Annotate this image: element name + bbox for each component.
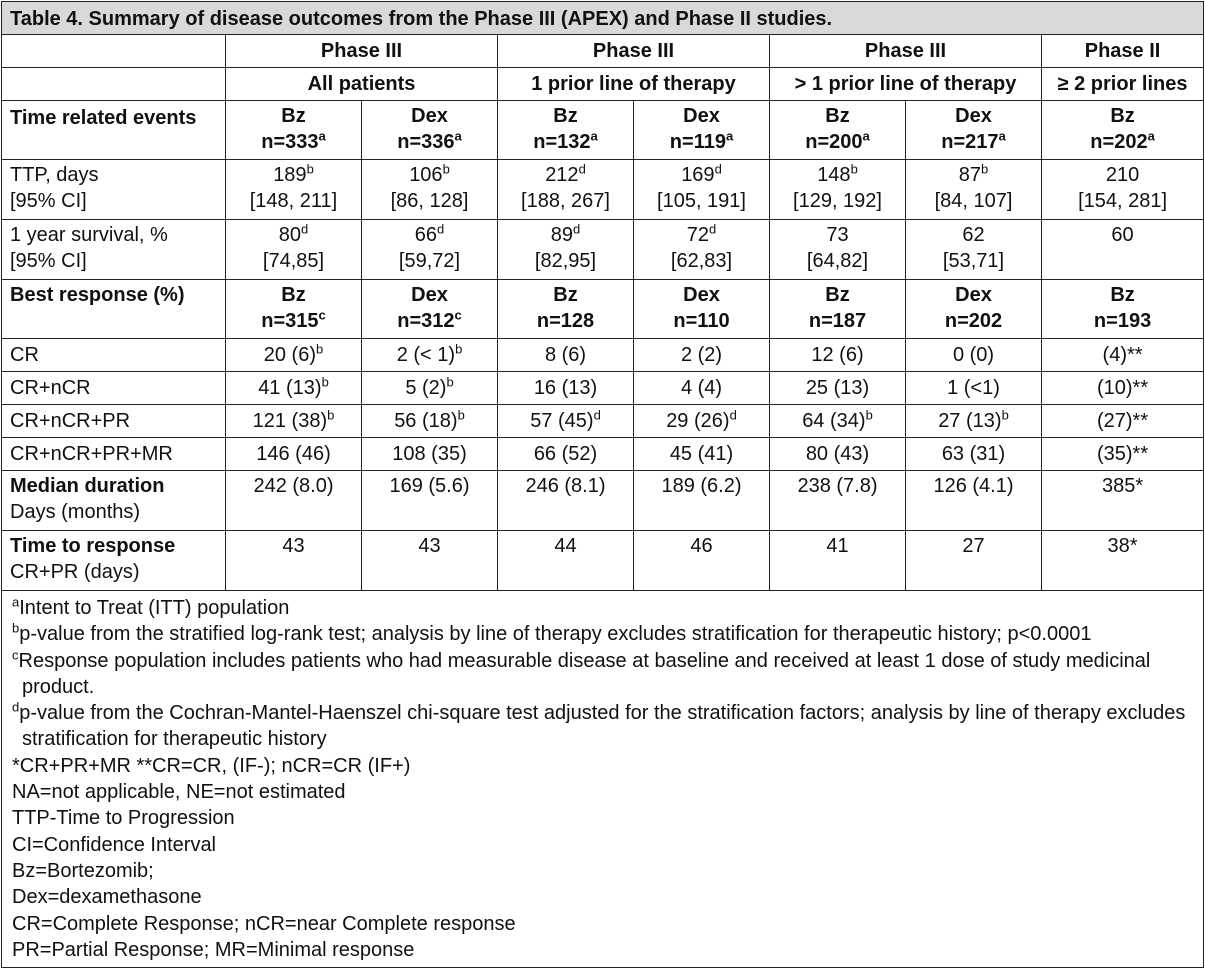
footnote-text: Intent to Treat (ITT) population	[19, 597, 290, 619]
arm-header-cell	[634, 280, 770, 339]
ttp-row	[2, 160, 1204, 220]
superscript: d	[578, 161, 586, 177]
row-label: CR	[2, 339, 226, 372]
arm-header-cell	[1042, 101, 1204, 160]
value-cell: 27	[906, 531, 1042, 591]
footnote-text: CR=Complete Response; nCR=near Complete response	[12, 912, 516, 935]
value: 148	[817, 164, 851, 186]
value-cell	[1042, 339, 1204, 372]
value: 106	[409, 164, 443, 186]
arm-header-cell	[770, 280, 906, 339]
value-cell	[906, 339, 1042, 372]
value: 73	[826, 224, 849, 246]
value: (35)**	[1096, 443, 1149, 465]
superscript: d	[301, 221, 309, 237]
superscript: b	[850, 161, 858, 177]
superscript: b	[457, 407, 465, 423]
confidence-interval: [82,95]	[534, 250, 597, 272]
footnote	[12, 595, 1195, 621]
arm-header-cell	[226, 280, 362, 339]
value: 2 (2)	[680, 344, 723, 366]
n-label	[778, 308, 897, 334]
n-value: n=202	[1090, 131, 1148, 153]
superscript: c	[454, 307, 462, 323]
superscript: b	[455, 341, 463, 357]
value: 56 (18)	[394, 410, 458, 432]
row-label: Time related events	[2, 101, 226, 160]
value: 89	[550, 224, 573, 246]
response-header-row	[2, 280, 1204, 339]
n-label	[234, 129, 353, 155]
value-cell	[362, 372, 498, 405]
superscript: b	[981, 161, 989, 177]
value: 1 (<1)	[947, 377, 1000, 399]
value-cell	[498, 405, 634, 438]
n-label	[914, 129, 1033, 155]
arm-label: Dex	[683, 284, 720, 306]
n-label	[234, 308, 353, 334]
confidence-interval: [64,82]	[806, 250, 869, 272]
arm-label: Bz	[825, 284, 850, 306]
value: 41 (13)	[258, 377, 322, 399]
footnote	[12, 621, 1195, 647]
superscript: a	[12, 594, 20, 610]
value-cell	[362, 405, 498, 438]
footnote	[12, 858, 1195, 884]
value-cell	[1042, 372, 1204, 405]
value: 45 (41)	[669, 443, 734, 465]
n-value: n=193	[1093, 310, 1152, 332]
n-value: n=200	[805, 131, 863, 153]
n-value: n=336	[397, 131, 455, 153]
value: 108 (35)	[392, 443, 467, 465]
value-cell: 43	[226, 531, 362, 591]
superscript: d	[12, 699, 20, 715]
footnote-text: NA=not applicable, NE=not estimated	[12, 781, 346, 804]
point-estimate	[234, 162, 353, 188]
value-cell	[226, 405, 362, 438]
value-cell	[1042, 220, 1204, 280]
n-value: n=132	[533, 131, 591, 153]
superscript: d	[573, 221, 581, 237]
footnote-text: Dex=dexamethasone	[12, 886, 202, 909]
row-label: CR+nCR+PR+MR	[2, 438, 226, 471]
value: 16 (13)	[533, 377, 598, 399]
value: 20 (6)	[263, 344, 316, 366]
footnote-text: Response population includes patients who had measurable disease at baseline and received at least 1 dose of study medicinal product.	[18, 649, 1151, 698]
arm-header-cell	[362, 280, 498, 339]
row-label: TTP, days [95% CI]	[2, 160, 226, 220]
footnote	[12, 832, 1195, 858]
footnote-text: PR=Partial Response; MR=Minimal response	[12, 938, 415, 961]
value: 189	[273, 164, 307, 186]
footnote	[12, 805, 1195, 831]
point-estimate	[642, 162, 761, 188]
point-estimate	[914, 162, 1033, 188]
superscript: a	[725, 128, 734, 144]
n-value: n=128	[536, 310, 595, 332]
superscript: a	[454, 128, 462, 144]
arm-label: Bz	[281, 284, 306, 306]
superscript: c	[12, 646, 19, 662]
footnote	[12, 648, 1195, 701]
n-value: n=119	[669, 131, 726, 153]
arm-header-cell	[634, 101, 770, 160]
arm-header-cell	[498, 101, 634, 160]
table-container	[1, 1, 1203, 966]
arm-label: Dex	[683, 105, 720, 127]
confidence-interval: [53,71]	[942, 250, 1005, 272]
value-cell	[770, 339, 906, 372]
value-cell: 242 (8.0)	[226, 471, 362, 531]
phase-header: Phase III	[226, 35, 498, 68]
footnote-text: p-value from the Cochran-Mantel-Haenszel chi-square test adjusted for the stratification factors; analysis by line of therapy excludes stratification for therapeutic history	[19, 702, 1186, 751]
value: 62	[962, 224, 985, 246]
value-cell	[634, 160, 770, 220]
value-cell	[634, 339, 770, 372]
superscript: b	[327, 407, 335, 423]
value-cell: 246 (8.1)	[498, 471, 634, 531]
arm-header-cell	[226, 101, 362, 160]
superscript: a	[1147, 128, 1155, 144]
footnote-text: CI=Confidence Interval	[12, 833, 217, 856]
point-estimate	[506, 222, 625, 248]
arm-header-cell	[906, 101, 1042, 160]
footnote-text: *CR+PR+MR **CR=CR, (IF-); nCR=CR (IF+)	[12, 754, 411, 777]
value-cell: 169 (5.6)	[362, 471, 498, 531]
n-label	[370, 129, 489, 155]
phase-header: Phase II	[1042, 35, 1204, 68]
point-estimate	[642, 222, 761, 248]
superscript: d	[437, 221, 445, 237]
n-label	[1050, 308, 1195, 334]
value: 63 (31)	[941, 443, 1006, 465]
arm-header-cell	[362, 101, 498, 160]
footnote	[12, 911, 1195, 937]
point-estimate	[1050, 222, 1195, 248]
group-header: ≥ 2 prior lines	[1042, 68, 1204, 101]
value-cell	[770, 372, 906, 405]
superscript: d	[729, 407, 737, 423]
superscript: c	[318, 307, 326, 323]
phase-header: Phase III	[770, 35, 1042, 68]
confidence-interval: [154, 281]	[1078, 190, 1168, 212]
value-cell	[634, 372, 770, 405]
value: 72	[686, 224, 709, 246]
value: 27 (13)	[938, 410, 1002, 432]
arm-label: Bz	[1110, 105, 1135, 127]
value-cell: 43	[362, 531, 498, 591]
n-label	[914, 308, 1033, 334]
row-label: 1 year survival, % [95% CI]	[2, 220, 226, 280]
arm-label: Bz	[553, 284, 578, 306]
point-estimate	[370, 162, 489, 188]
value: 212	[545, 164, 579, 186]
superscript: a	[998, 128, 1006, 144]
value-cell	[226, 372, 362, 405]
value: 57 (45)	[530, 410, 594, 432]
point-estimate	[778, 162, 897, 188]
superscript: b	[316, 341, 324, 357]
value-cell: 126 (4.1)	[906, 471, 1042, 531]
outcomes-table	[1, 1, 1204, 968]
value-cell	[634, 438, 770, 471]
confidence-interval: [62,83]	[670, 250, 733, 272]
time-to-response-row	[2, 531, 1204, 591]
n-value: n=187	[808, 310, 867, 332]
point-estimate	[778, 222, 897, 248]
value: 0 (0)	[952, 344, 995, 366]
value: 2 (< 1)	[396, 344, 456, 366]
value: 8 (6)	[544, 344, 587, 366]
confidence-interval: [74,85]	[262, 250, 325, 272]
n-label	[642, 308, 761, 334]
row-label: Best response (%)	[2, 280, 226, 339]
value-cell	[1042, 160, 1204, 220]
n-label	[642, 129, 761, 155]
footnote	[12, 753, 1195, 779]
superscript: d	[714, 161, 722, 177]
n-label	[506, 308, 625, 334]
group-header: 1 prior line of therapy	[498, 68, 770, 101]
value-cell	[906, 160, 1042, 220]
value-cell	[362, 438, 498, 471]
group-header: All patients	[226, 68, 498, 101]
n-value: n=202	[944, 310, 1003, 332]
phase-header: Phase III	[498, 35, 770, 68]
value-cell: 44	[498, 531, 634, 591]
value: 121 (38)	[252, 410, 328, 432]
value-cell	[498, 372, 634, 405]
value-cell: 238 (7.8)	[770, 471, 906, 531]
superscript: a	[862, 128, 870, 144]
superscript: b	[1001, 407, 1009, 423]
superscript: d	[593, 407, 601, 423]
value-cell	[770, 405, 906, 438]
value-cell	[498, 160, 634, 220]
value: (4)**	[1102, 344, 1143, 366]
footnote	[12, 779, 1195, 805]
point-estimate	[234, 222, 353, 248]
arm-label: Dex	[411, 105, 448, 127]
footnote-text: TTP-Time to Progression	[12, 807, 235, 830]
confidence-interval: [105, 191]	[657, 190, 746, 212]
arm-label: Bz	[281, 105, 306, 127]
response-row	[2, 438, 1204, 471]
value-cell	[770, 160, 906, 220]
value-cell	[770, 220, 906, 280]
superscript: a	[318, 128, 326, 144]
value-cell	[498, 339, 634, 372]
arm-label: Dex	[955, 284, 992, 306]
value-cell: 41	[770, 531, 906, 591]
footnote-text: p-value from the stratified log-rank test; analysis by line of therapy excludes stratification for therapeutic history; p<0.0001	[19, 623, 1092, 646]
point-estimate	[370, 222, 489, 248]
confidence-interval: [84, 107]	[934, 190, 1013, 212]
arm-label: Dex	[955, 105, 992, 127]
n-label	[370, 308, 489, 334]
header-blank	[2, 68, 226, 101]
value: 64 (34)	[802, 410, 866, 432]
value-cell	[226, 160, 362, 220]
table-title: Table 4. Summary of disease outcomes from the Phase III (APEX) and Phase II studies.	[2, 2, 1204, 35]
value-cell	[362, 160, 498, 220]
superscript: b	[446, 374, 454, 390]
value-cell	[906, 438, 1042, 471]
value-cell: 46	[634, 531, 770, 591]
median-duration-row	[2, 471, 1204, 531]
value: 66 (52)	[533, 443, 598, 465]
row-label: CR+nCR	[2, 372, 226, 405]
value: 80 (43)	[805, 443, 870, 465]
n-value: n=312	[397, 310, 455, 332]
value-cell	[498, 220, 634, 280]
footnote	[12, 884, 1195, 910]
n-value: n=333	[261, 131, 319, 153]
value-cell	[226, 220, 362, 280]
arm-label: Bz	[553, 105, 578, 127]
n-value: n=315	[261, 310, 319, 332]
response-row	[2, 372, 1204, 405]
n-label	[506, 129, 625, 155]
point-estimate	[506, 162, 625, 188]
value-cell	[770, 438, 906, 471]
value-cell	[498, 438, 634, 471]
footnote	[12, 937, 1195, 963]
value-cell	[362, 339, 498, 372]
value: 80	[278, 224, 301, 246]
value: (27)**	[1096, 410, 1149, 432]
arm-header-cell	[1042, 280, 1204, 339]
footnote	[12, 700, 1195, 753]
survival-row	[2, 220, 1204, 280]
value-cell	[1042, 405, 1204, 438]
superscript: d	[709, 221, 717, 237]
value-cell	[634, 405, 770, 438]
row-label: Median duration Days (months)	[2, 471, 226, 531]
value: (10)**	[1096, 377, 1149, 399]
n-label	[1050, 129, 1195, 155]
value: 12 (6)	[811, 344, 864, 366]
value-cell	[362, 220, 498, 280]
row-label: CR+nCR+PR	[2, 405, 226, 438]
value-cell	[906, 405, 1042, 438]
value-cell	[634, 220, 770, 280]
arm-header-cell	[770, 101, 906, 160]
value-cell	[226, 438, 362, 471]
arm-label: Dex	[411, 284, 448, 306]
point-estimate	[1050, 162, 1195, 188]
value: 25 (13)	[805, 377, 870, 399]
time-header-row	[2, 101, 1204, 160]
value: 60	[1111, 224, 1134, 246]
value-cell: 38*	[1042, 531, 1204, 591]
n-value: n=217	[941, 131, 999, 153]
point-estimate	[914, 222, 1033, 248]
confidence-interval: [188, 267]	[521, 190, 610, 212]
confidence-interval: [59,72]	[398, 250, 461, 272]
n-label	[778, 129, 897, 155]
value-cell	[1042, 438, 1204, 471]
arm-header-cell	[906, 280, 1042, 339]
value: 66	[414, 224, 437, 246]
superscript: b	[306, 161, 314, 177]
group-header: > 1 prior line of therapy	[770, 68, 1042, 101]
value: 87	[958, 164, 981, 186]
arm-label: Bz	[1110, 284, 1135, 306]
footnotes	[2, 591, 1204, 968]
value-cell	[226, 339, 362, 372]
response-row	[2, 405, 1204, 438]
superscript: b	[12, 620, 20, 636]
value: 29 (26)	[666, 410, 730, 432]
response-row	[2, 339, 1204, 372]
arm-header-cell	[498, 280, 634, 339]
superscript: b	[442, 161, 450, 177]
superscript: b	[321, 374, 329, 390]
response-rows	[2, 339, 1204, 471]
value-cell	[906, 372, 1042, 405]
superscript: a	[590, 128, 598, 144]
value: 5 (2)	[405, 377, 447, 399]
confidence-interval: [129, 192]	[793, 190, 882, 212]
arm-label: Bz	[825, 105, 850, 127]
value: 210	[1105, 164, 1140, 186]
header-blank	[2, 35, 226, 68]
value: 169	[681, 164, 715, 186]
value-cell	[906, 220, 1042, 280]
value: 146 (46)	[256, 443, 331, 465]
footnote-text: Bz=Bortezomib;	[12, 859, 154, 882]
row-label: Time to response CR+PR (days)	[2, 531, 226, 591]
value-cell: 385*	[1042, 471, 1204, 531]
value-cell: 189 (6.2)	[634, 471, 770, 531]
superscript: b	[865, 407, 873, 423]
value: 4 (4)	[680, 377, 723, 399]
confidence-interval: [148, 211]	[249, 190, 338, 212]
n-value: n=110	[673, 310, 730, 332]
confidence-interval: [86, 128]	[390, 190, 469, 212]
